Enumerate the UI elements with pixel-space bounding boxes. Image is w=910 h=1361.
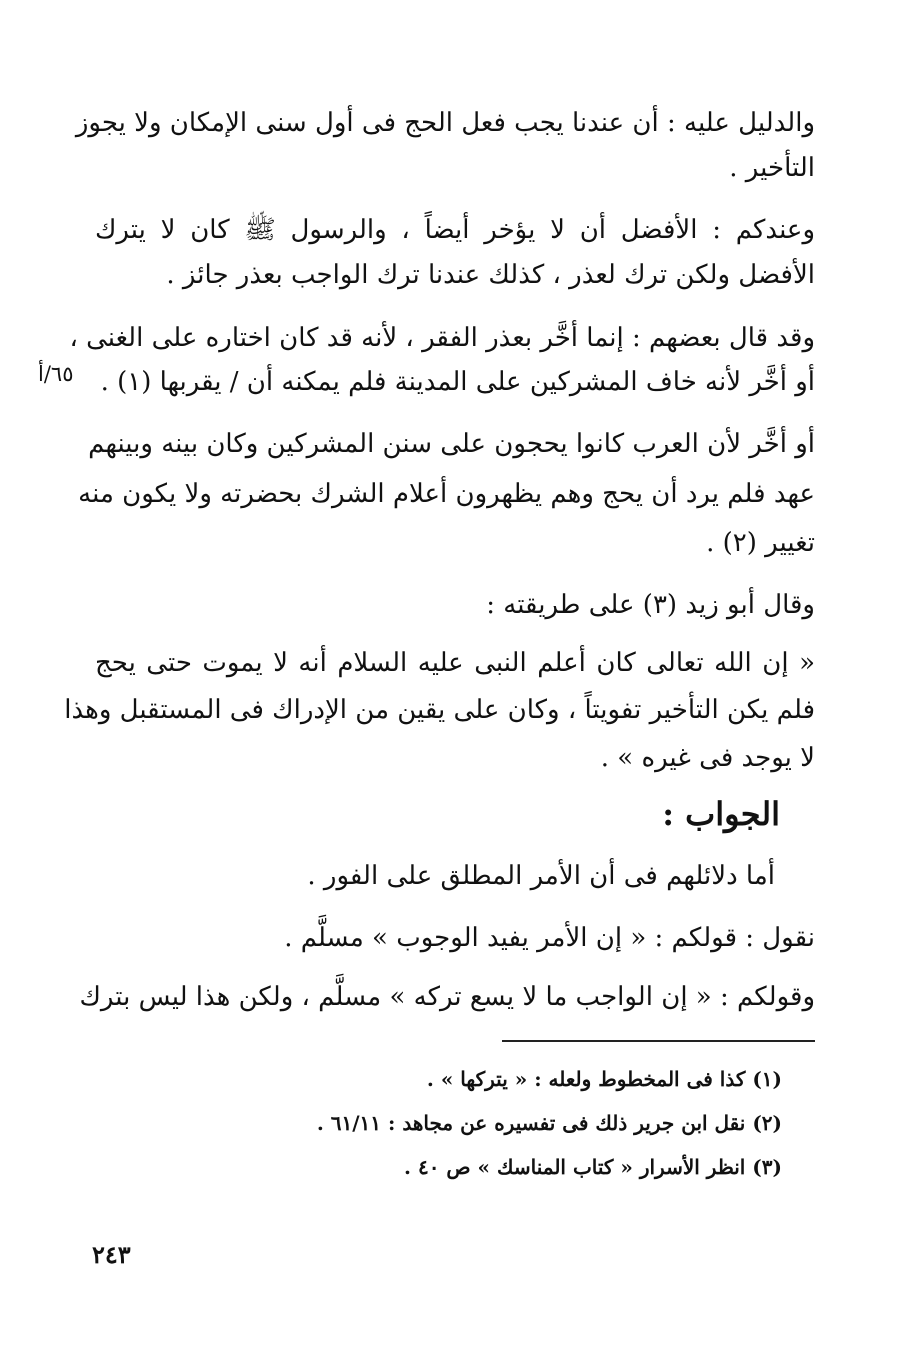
body-line-9: تغيير (٢) . bbox=[706, 528, 815, 558]
body-line-10: وقال أبو زيد (٣) على طريقته : bbox=[486, 590, 815, 620]
footnote-3: (٣) انظر الأسرار « كتاب المناسك » ص ٤٠ . bbox=[404, 1155, 782, 1179]
body-line-16: وقولكم : « إن الواجب ما لا يسع تركه » مسلَّم ، ولكن هذا ليس بترك bbox=[79, 982, 815, 1012]
body-line-8: عهد فلم يرد أن يحج وهم يظهرون أعلام الشرك بحضرته ولا يكون منه bbox=[78, 479, 815, 509]
section-heading: الجواب : bbox=[662, 795, 780, 833]
body-line-2: التأخير . bbox=[729, 153, 815, 183]
footnote-1: (١) كذا فى المخطوط ولعله : « يتركها » . bbox=[426, 1067, 782, 1091]
body-line-11: « إن الله تعالى كان أعلم النبى عليه السلام أنه لا يموت حتى يحج bbox=[95, 648, 815, 678]
body-line-1: والدليل عليه : أن عندنا يجب فعل الحج فى أول سنى الإمكان ولا يجوز bbox=[75, 108, 815, 138]
body-line-14: أما دلائلهم فى أن الأمر المطلق على الفور . bbox=[307, 861, 775, 891]
body-line-5: وقد قال بعضهم : إنما أخَّر بعذر الفقر ، لأنه قد كان اختاره على الغنى ، bbox=[69, 323, 815, 353]
body-line-13: لا يوجد فى غيره » . bbox=[600, 743, 815, 773]
page-number: ٢٤٣ bbox=[92, 1240, 131, 1269]
footnote-divider bbox=[502, 1040, 815, 1042]
body-line-7: أو أخَّر لأن العرب كانوا يحجون على سنن المشركين وكان بينه وبينهم bbox=[88, 429, 815, 459]
footnote-2: (٢) نقل ابن جرير ذلك فى تفسيره عن مجاهد : ٦١/١١ . bbox=[316, 1111, 782, 1135]
folio-margin-note: ٦٥/أ bbox=[38, 362, 74, 386]
body-line-15: نقول : قولكم : « إن الأمر يفيد الوجوب » مسلَّم . bbox=[284, 923, 815, 953]
body-line-3: وعندكم : الأفضل أن لا يؤخر أيضاً ، والرسول ﷺ كان لا يترك bbox=[95, 215, 815, 245]
body-line-4: الأفضل ولكن ترك لعذر ، كذلك عندنا ترك الواجب بعذر جائز . bbox=[166, 260, 815, 290]
body-line-12: فلم يكن التأخير تفويتاً ، وكان على يقين من الإدراك فى المستقبل وهذا bbox=[64, 695, 815, 725]
body-line-6: أو أخَّر لأنه خاف المشركين على المدينة فلم يمكنه أن / يقربها (١) . bbox=[100, 367, 815, 397]
